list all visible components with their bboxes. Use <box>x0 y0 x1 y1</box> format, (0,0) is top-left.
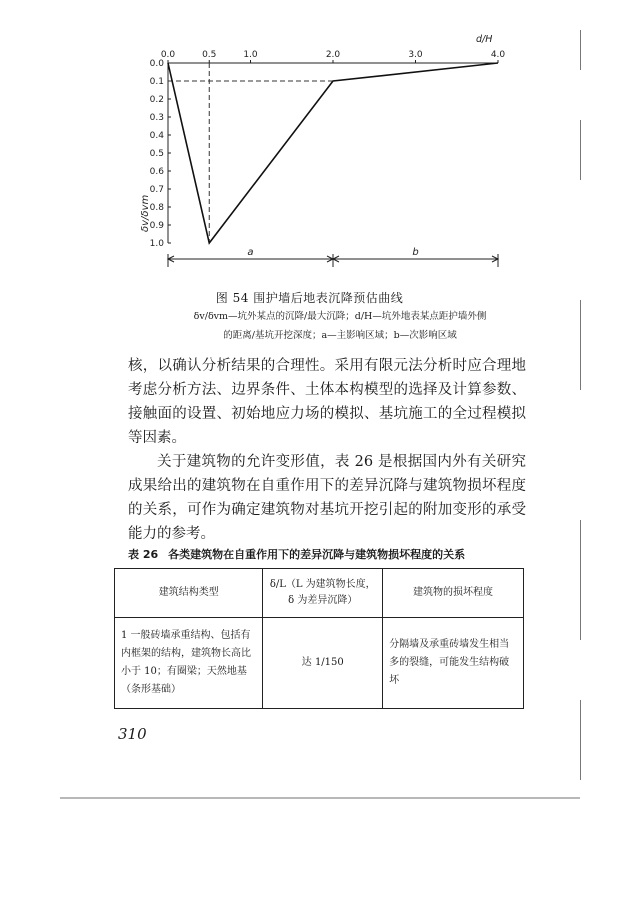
figure-note-line-2: 的距离/基坑开挖深度；a—主影响区域；b—次影响区域 <box>223 330 457 341</box>
figure-note-line-1: δv/δvm—坑外某点的沉降/最大沉降；d/H—坑外地表某点距护墙外侧 <box>193 311 487 322</box>
y-tick-label: 0.8 <box>149 203 164 213</box>
y-tick-label: 0.2 <box>149 95 164 105</box>
margin-mark <box>580 520 581 640</box>
x-tick-label: 3.0 <box>408 50 423 60</box>
header-structure-type: 建筑结构类型 <box>115 569 263 618</box>
paragraph-1: 核，以确认分析结果的合理性。采用有限元法分析时应合理地考虑分析方法、边界条件、土体本构模型的选择及计算参数、接触面的设置、初始地应力场的模拟、基坑施工的全过程模拟等因素。 <box>128 358 526 446</box>
y-tick-label: 0.6 <box>149 167 164 177</box>
table-number: 表 26 <box>128 548 159 561</box>
page-number: 310 <box>118 725 147 743</box>
x-tick-label: 1.0 <box>243 50 258 60</box>
y-tick-label: 0.4 <box>149 131 164 141</box>
margin-mark <box>580 120 581 180</box>
x-axis-label: d/H <box>476 34 493 45</box>
margin-mark <box>580 30 581 70</box>
figure-caption: 图 54 围护墙后地表沉降预估曲线 <box>215 291 404 305</box>
x-tick-label: 4.0 <box>490 50 506 60</box>
settlement-damage-table <box>114 568 524 709</box>
scan-artifact-line <box>60 797 580 799</box>
x-axis-ticks <box>161 50 506 63</box>
y-tick-label: 0.9 <box>149 221 164 231</box>
y-tick-label: 0.7 <box>149 185 164 195</box>
table-title: 各类建筑物在自重作用下的差异沉降与建筑物损坏程度的关系 <box>168 548 466 561</box>
x-tick-label: 0.0 <box>160 50 176 60</box>
table-row <box>115 618 524 709</box>
table-caption <box>128 546 528 562</box>
y-tick-label: 0.3 <box>149 113 164 123</box>
cell-damage: 分隔墙及承重砖墙发生相当多的裂缝，可能发生结构破坏 <box>383 618 524 709</box>
settlement-chart <box>0 0 619 290</box>
cell-ratio: 达 1/150 <box>263 618 383 709</box>
table-header-row <box>115 569 524 618</box>
zone-label: b <box>412 247 419 258</box>
y-tick-label: 0.5 <box>149 149 164 159</box>
y-tick-label: 0.0 <box>149 59 164 69</box>
header-damage: 建筑物的损坏程度 <box>383 569 524 618</box>
margin-mark <box>580 700 581 780</box>
zone-brackets <box>168 247 498 267</box>
settlement-curve <box>168 63 498 243</box>
margin-mark <box>580 300 581 390</box>
x-tick-label: 2.0 <box>325 50 341 60</box>
cell-structure-type: 1 一般砖墙承重结构、包括有内框架的结构，建筑物长高比小于 10；有圈梁；天然地基（条形基础） <box>115 618 263 709</box>
zone-label: a <box>247 247 254 258</box>
x-tick-label: 0.5 <box>202 50 217 60</box>
y-tick-label: 0.1 <box>149 77 164 87</box>
header-ratio: δ/L（L 为建筑物长度，δ 为差异沉降） <box>263 569 383 618</box>
y-axis-label: δv/δvm <box>140 194 151 232</box>
paragraph-2: 关于建筑物的允许变形值，表 26 是根据国内外有关研究成果给出的建筑物在自重作用下的差异沉降与建筑物损坏程度的关系，可作为确定建筑物对基坑开挖引起的附加变形的承受能力的参考。 <box>128 454 526 542</box>
y-tick-label: 1.0 <box>149 239 164 249</box>
